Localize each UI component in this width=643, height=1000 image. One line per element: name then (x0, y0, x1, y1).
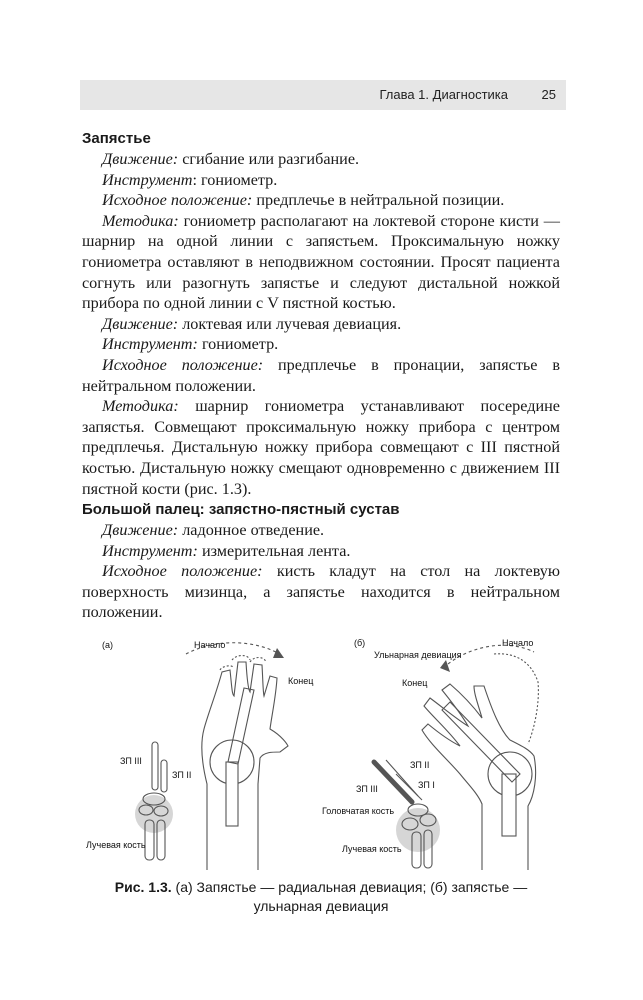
paragraph-label: Методика: (102, 397, 179, 416)
paragraph-label: Инструмент: (102, 541, 198, 560)
paragraph-text: шарнир гониометра устанавливают посередине запястья. Совмещают проксимальную ножку прибора с центром предплечья. Дистальную ножку прибора совмещают с III пястной костью. Дистальную ножку смещают одновременно с движением III пястной кости (рис. 1.3). (82, 397, 560, 498)
paragraph-text: гониометр располагают на локтевой стороне кисти — шарнир на одной линии с запястьем. Проксимальную ножку гониометра оставляют в неподвижном состоянии. Просят пациента согнуть или разогнуть запястье и следуют дистальной ножкой прибора по одной линии с V пястной костью. (82, 211, 560, 313)
paragraph-label: Инструмент: (102, 335, 198, 354)
main-text (82, 128, 560, 623)
panel-b-start-label: Начало (502, 638, 534, 648)
panel-b-mc3-label: ЗП III (356, 784, 378, 794)
paragraph (82, 396, 560, 499)
paragraph-text: гониометр. (197, 335, 279, 354)
panel-a-hand (186, 643, 288, 870)
paragraph (82, 170, 560, 191)
figure-1-3 (82, 634, 560, 870)
paragraph-label: Исходное положение: (102, 355, 264, 374)
panel-b-hand (422, 645, 538, 870)
paragraph-label: Движение: (102, 314, 179, 333)
figure-illustration (82, 634, 560, 870)
panel-b-ulnar-label: Ульнарная девиация (374, 650, 462, 660)
paragraph (82, 334, 560, 355)
paragraph (82, 561, 560, 623)
paragraph (82, 149, 560, 170)
caption-text: (а) Запястье — радиальная девиация; (б) запястье — ульнарная девиация (171, 879, 528, 914)
paragraph-text: локтевая или лучевая девиация. (178, 314, 402, 333)
paragraph (82, 355, 560, 396)
paragraph-label: Движение: (102, 150, 179, 168)
paragraph-label: Исходное положение: (102, 191, 253, 210)
panel-a-radius-label: Лучевая кость (86, 840, 146, 850)
paragraph (82, 314, 560, 335)
paragraph-text: предплечье в пронации, запястье в нейтральном положении. (82, 355, 561, 395)
panel-a-mc3-label: ЗП III (120, 756, 142, 766)
caption-number: Рис. 1.3. (114, 879, 172, 895)
section-heading-thumb: Большой палец: запястно-пястный сустав (82, 501, 400, 519)
panel-b-tag: (б) (354, 638, 366, 648)
panel-b-mc1-label: ЗП I (418, 780, 435, 790)
paragraph-text: сгибание или разгибание. (178, 150, 360, 168)
paragraph-label: Исходное положение: (102, 562, 263, 581)
paragraph-text: измерительная лента. (197, 541, 351, 560)
paragraph-text: : гониометр. (192, 170, 278, 189)
section-heading-wrist: Запястье (82, 130, 151, 147)
panel-a-end-label: Конец (288, 676, 314, 686)
paragraph (82, 541, 560, 562)
paragraph-text: предплечье в нейтральной позиции. (252, 191, 505, 210)
panel-a-mc2-label: ЗП II (172, 770, 192, 780)
running-header (80, 80, 566, 110)
panel-a-tag: (а) (102, 640, 113, 650)
paragraph (82, 520, 560, 541)
panel-b-end-label: Конец (402, 678, 428, 688)
paragraph (82, 211, 560, 314)
figure-caption (82, 878, 560, 916)
paragraph-label: Инструмент (102, 170, 193, 189)
panel-b-capitate-label: Головчатая кость (322, 806, 395, 816)
paragraph-text: кисть кладут на стол на локтевую поверхность мизинца, а запястье находится в нейтральном положении. (82, 562, 560, 622)
panel-b-radius-label: Лучевая кость (342, 844, 402, 854)
chapter-title: Глава 1. Диагностика (379, 87, 508, 102)
paragraph (82, 190, 560, 211)
page-number: 25 (541, 87, 556, 102)
panel-b-mc2-label: ЗП II (410, 760, 430, 770)
panel-a-start-label: Начало (194, 640, 226, 650)
paragraph-text: ладонное отведение. (178, 521, 325, 540)
paragraph-label: Движение: (102, 521, 179, 540)
paragraph-label: Методика: (102, 211, 179, 230)
